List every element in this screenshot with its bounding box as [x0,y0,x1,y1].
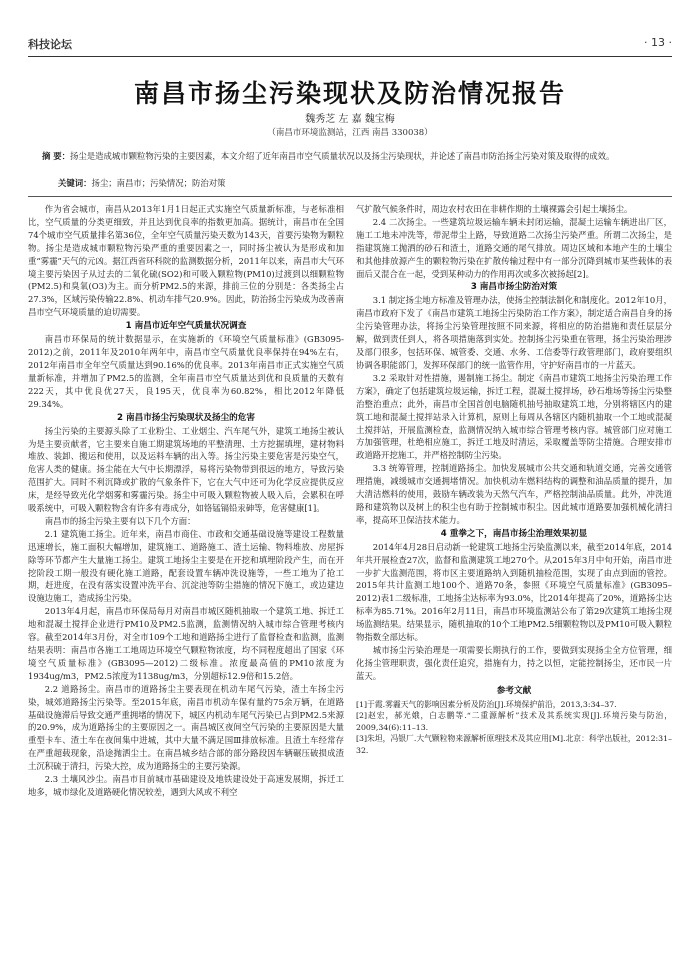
references-title: 参考文献 [496,685,532,696]
column-name: 科技论坛 [28,38,72,51]
body-paragraph: 2014年4月28日启动新一轮建筑工地扬尘污染监测以来，截至2014年底，2014年共开展检查27次，监督和监测建筑工地270个。从2015年3月中旬开始，南昌市进一步扩大监测范围，将市区主要道路纳入到随机抽检范围，实现了由点到面的管控。2015年共计监测工地100个、道路70条，参照《环境空气质量标准》(GB3095–2012)表1二级标准，工地扬尘达标率为93.0%，比2014年提高了20%，道路扬尘达标率为85.71%。2016年2月11日，南昌市环境监测站公布了第29次建筑工地扬尘现场监测结果。结果显示，随机抽取的10个工地PM2.5细颗粒物以及PM10可吸入颗粒物指数全部达标。 [356,541,672,643]
reference-item: [2]赵宏，郝光娥，白志鹏等.“二重源解析”技术及其系统实现[J].环境污染与防治，2009,34(6):11–13. [356,711,672,732]
keywords-text: 扬尘；南昌市；污染情况；防治对策 [91,178,226,188]
abstract-label: 摘 要： [42,151,71,161]
reference-item: [1]于霞.雾霾天气的影响因素分析及防治[J].环境保护前沿，2013,3:34–37. [356,699,617,709]
abstract-text: 扬尘是造成城市颗粒物污染的主要因素，本文介绍了近年南昌市空气质量状况以及扬尘污染现状，并论述了南昌市防治扬尘污染对策及取得的成效。 [70,151,615,161]
body-paragraph: 2.1 建筑施工扬尘。近年来，南昌市商住、市政和交通基础设施等建设工程数量迅速增长，施工面积大幅增加，建筑施工、道路施工、渣土运输、物料堆放、房屋拆除等环节都产生大量施工扬尘。建筑工地扬尘主要是在开挖和填埋阶段产生，而在开挖阶段工期一般没有硬化施工道路，配套设置车辆冲洗设施等，一些工地为了抢工期，赶进度，在没有落实设置冲洗平台、沉淀池等防尘措施的情况下施工，或边建边设施边施工，造成扬尘污染。 [28,528,344,604]
header-rule [28,56,672,57]
page-header [28,36,672,54]
body-paragraph: 城市扬尘污染治理是一项需要长期执行的工作，要做到实现扬尘全方位管理，细化扬尘管理职责，强化责任追究，措施有力，持之以恒，定能控制扬尘，还市民一片蓝天。 [356,645,672,681]
body-paragraph: 2.4 二次扬尘。一些建筑垃圾运输车辆未封闭运输，混凝土运输车辆进出厂区，施工工地未冲洗等，带泥带尘上路，导致道路二次扬尘污染严重。所谓二次扬尘，是指建筑施工抛洒的砂石和渣土，道路交通的尾气排放。周边区域和本地产生的土壤尘和其他排放源产生的颗粒物污染在扩散传输过程中有一部分沉降到城市某些载体的表面后又混合在一起，受到某种动力的作用再次或多次被扬起[2]。 [356,216,672,279]
body-paragraph: 气扩散气候条件时，周边农村农田在非耕作期的土壤裸露会引起土壤扬尘。 [356,204,633,214]
keywords [58,177,658,190]
section-heading: 3 南昌市扬尘防治对策 [470,282,558,293]
body-paragraph: 扬尘污染的主要源头除了工业粉尘、工业烟尘、汽车尾气外，建筑工地扬尘被认为是主要贡献者，它主要来自施工期建筑场地的平整清理、土方挖掘填埋，建材物料堆放、装卸、搬运和使用，以及运料车辆的出入等。扬尘污染主要危害是污染空气，危害人类的健康。扬尘能在大气中长期漂浮，易将污染物带到很远的地方，导致污染范围扩大。同时不利沉降或扩散的气象条件下，它在大气中还可为化学反应提供反应床，是经导致光化学烟雾和雾霾污染。扬尘中可吸入颗粒物被人吸入后，会累积在呼吸系统中，可吸入颗粒物含有许多有毒成分，如铬锰镉铅汞砷等，危害健康[1]。 [28,425,344,514]
body-paragraph: 2013年4月起，南昌市环保局每月对南昌市城区随机抽取一个建筑工地、拆迁工地和混凝土搅拌企业进行PM10及PM2.5监测，监测情况纳入城市综合管理考核内容。截至2014年3月份，对全市109个工地和道路扬尘进行了监督检查和监测，监测结果表明：南昌市各施工工地周边环境空气颗粒物浓度，均不同程度超出了国家《环境空气质量标准》(GB3095—2012)二级标准。浓度最高值的PM10浓度为1934ug/m3，PM2.5浓度为1138ug/m3，分别超标12.9倍和15.2倍。 [28,606,344,681]
paper-title: 南昌市扬尘污染现状及防治情况报告 [133,79,566,108]
section-heading: 1 南昌市近年空气质量状况调查 [125,321,247,332]
body-paragraph: 3.2 采取针对性措施，遏制施工扬尘。制定《南昌市建筑工地扬尘污染治理工作方案》，确定了包括建筑垃圾运输，拆迁工程，混凝土搅拌场，砂石堆场等扬尘污染整治整治重点；此外，南昌市全国首创电脑随机抽号抽取建筑工地，分别将辖区内的建筑工地和混凝土搅拌站录入计算机，原则上每周从各辖区内随机抽取一个工地或混凝土搅拌站，开展监测检查，监测情况纳入城市综合管理考核内容。城管部门应对施工方加强管理，杜绝相应施工，拆迁工地及时清运，采取覆盖等防尘措施。合理安排市政道路开挖施工，并严格控制防尘污染。 [356,372,672,461]
body-paragraph: 2.2 道路扬尘。南昌市的道路扬尘主要表现在机动车尾气污染，渣土车扬尘污染，城郊道路扬尘污染等。至2015年底，南昌市机动车保有量约75余万辆，在道路基础设施滞后导致交通严重拥堵的情况下，城区内机动车尾气污染已占到PM2.5来源的20.9%，成为道路扬尘的主要原因之一。南昌城区夜间空气污染的主要原因是大量重型卡车、渣土车在夜间集中进城，其中大量不满足国Ⅲ排放标准。且渣土车经常存在严重超载现象，沿途抛洒尘土。在南昌城乡结合部的部分路段因车辆碾压破损成渣土沉积硫于清扫，污染大控，成为道路扬尘的主要污染源。 [28,683,344,772]
section-heading: 2 南昌市扬尘污染现状及扬尘的危害 [117,412,255,423]
right-column [356,203,672,933]
authors: 魏秀芝 左 嘉 魏宝梅 [305,114,395,125]
abstract-rule [28,196,672,197]
body-paragraph: 3.3 统筹管理，控制道路扬尘。加快发展城市公共交通和轨道交通，完善交通管理措施，减缓城市交通拥堵情况。加快机动车燃料结构的调整和油品质量的提升，加大清洁燃料的使用，鼓励车辆改装为天然气汽车，严格控制油品质量。此外，冲洗道路和建筑物以及树上的积尘也有助于控制城市积尘。因此城市道路要加强机械化清扫率，提高环卫保洁技术能力。 [356,463,672,525]
page-number: · 13 · [644,36,672,49]
body-paragraph: 3.1 制定扬尘地方标准及管理办法，使扬尘控制法制化和制度化。2012年10月，南昌市政府下发了《南昌市建筑工地扬尘污染防治工作方案》，制定适合南昌自身的扬尘污染管理办法，将扬尘污染管理按照不同来源，将相应的防治措施和责任层层分解，做到责任到人，将各项措施落到实处。控制扬尘污染重在管理，扬尘污染治理涉及部门很多，包括环保、城管委、交通、水务、工信委等行政管理部门，政府要组织协调各职能部门，发挥环保部门的统一监管作用，守护好南昌市的一片蓝天。 [356,295,672,370]
left-column [28,203,344,933]
keywords-label: 关键词： [58,178,92,188]
body-paragraph: 南昌市环保局的统计数据显示，在实施新的《环境空气质量标准》(GB3095-2012)之前，2011年及2010年两年中，南昌市空气质量优良率保持在94%左右，2012年南昌市全年空气质量达到90.16%的优良率。2013年南昌市正式实施空气质量新标准，并增加了PM2.5的监测，全年南昌市空气质量达到优和良质量的天数有222天，其中优良优27天，良195天，优良率为60.82%，相比2012年降低29.34%。 [28,334,344,409]
affiliation: （南昌市环境监测站，江西 南昌 330038） [267,128,433,138]
section-heading: 4 重拳之下，南昌市扬尘治理效果初显 [440,528,588,539]
body-paragraph: 作为省会城市，南昌从2013年1月1日起正式实施空气质量新标准，与老标准相比，空气质量的分类更细致，并且达到优良率的指数更加高。据统计，南昌市在全国74个城市空气质量排名第36位，全年空气质量污染天数为143天，首要污染物为颗粒物。扬尘是造成城市颗粒物污染严重的重要因素之一，同时扬尘被认为是形成和加重“雾霾”天气的元凶。据江西省环科院的监测数据分析，2011年以来，南昌市大气环境主要污染因子从过去的二氧化硫(SO2)和可吸入颗粒物(PM10)过渡到以细颗粒物(PM2.5)和臭氧(O3)为主。而分析PM2.5的来源，排前三位的分别是：各类扬尘占27.3%，区域污染传输22.8%、机动车排气20.9%。因此，防治扬尘污染成为改善南昌市空气环境质量的迫切需要。 [28,204,344,318]
body-paragraph: 南昌市的扬尘污染主要有以下几个方面： [44,515,196,526]
reference-item: [3]朱坦，冯银厂.大气颗粒物来源解析原理技术及其应用[M].北京：科学出版社，2012:31–32. [356,734,672,755]
body-paragraph: 2.3 土壤风沙尘。南昌市目前城市基础建设及地铁建设处于高速发展期，拆迁工地多，城市绿化及道路硬化情况较差，遇到大风或不利空 [28,774,344,797]
abstract [42,150,658,163]
